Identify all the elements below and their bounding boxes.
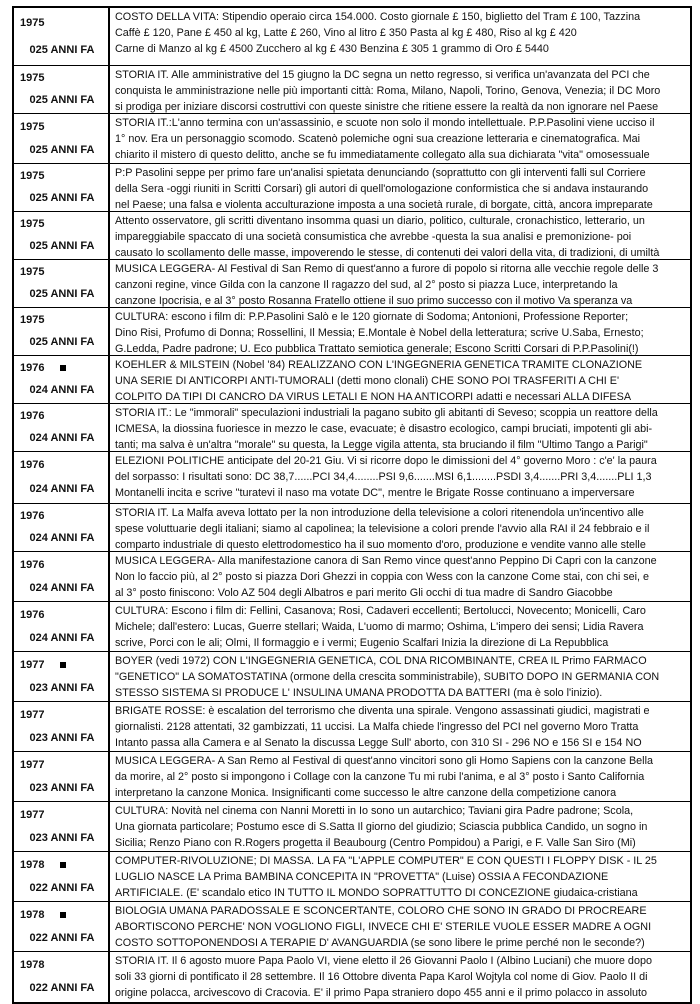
years-ago-label: 022 ANNI FA xyxy=(29,931,95,944)
timeline-row xyxy=(14,8,690,66)
year-label xyxy=(20,459,104,471)
date-cell xyxy=(14,552,110,601)
event-text xyxy=(110,952,690,1002)
event-line: STORIA IT. La Malfa aveva lottato per la non introduzione della televisione a colori ritenendola un'incentivo alle xyxy=(115,507,644,519)
event-line: chiarito il mistero di questo delitto, anche se fu immediatamente collegato alla sua dichiarata "vita" omosessuale xyxy=(115,149,650,161)
timeline-row xyxy=(14,308,690,356)
date-cell xyxy=(14,452,110,503)
event-line: Sicilia; Renzo Piano con R.Rogers progetta il Beaubourg (Centro Pompidou) a Parigi, e F. Valle San Siro (Mi) xyxy=(115,837,636,849)
year-text: 1975 xyxy=(20,120,45,133)
year-label xyxy=(20,314,104,326)
event-line: COSTO SOTTOPONENDOSI A TERAPIE D' AVANGUARDIA (se sono libere le prime perché non le seconde?) xyxy=(115,937,645,949)
event-line: KOEHLER & MILSTEIN (Nobel '84) REALIZZANO CON L'INGEGNERIA GENETICA TRAMITE CLONAZIONE xyxy=(115,359,643,371)
event-line: 1° nov. Era un personaggio scomodo. Scatenò polemiche ogni sua creazione letteraria e cinematografica. Mai xyxy=(115,133,641,145)
event-line: ARTIFICIALE. (E' scandalo etico IN TUTTO IL MONDO SOPRATTUTTO DI CONCEZIONE giudaica-cristiana xyxy=(115,887,638,899)
date-cell xyxy=(14,752,110,801)
event-text xyxy=(110,452,690,503)
year-label xyxy=(20,410,104,422)
timeline-row xyxy=(14,552,690,602)
event-line: COSTO DELLA VITA: Stipendio operaio circa 154.000. Costo giornale £ 150, biglietto del Tram £ 100, Tazzina xyxy=(115,11,641,23)
event-line: ICMESA, la diossina fuoriesce in mezzo le case, evacuate; è disastro ecologico, campi bruciati, impotenti gli abi- xyxy=(115,423,653,435)
event-line: MUSICA LEGGERA- Al Festival di San Remo di quest'anno a furore di popolo si ritorna alle vecchie regole delle 3 xyxy=(115,263,659,275)
event-line: "GENETICO" LA SOMATOSTATINA (ormone della crescita somministrabile), SUBITO DOPO IN GERMANIA CON xyxy=(115,671,660,683)
event-line: BOYER (vedi 1972) CON L'INGEGNERIA GENETICA, COL DNA RICOMBINANTE, CREA IL Primo FARMACO xyxy=(115,655,647,667)
year-label xyxy=(20,759,104,771)
timeline-row xyxy=(14,752,690,802)
year-text: 1977 xyxy=(20,808,45,821)
event-line: Una giornata particolare; Postumo esce di S.Satta Il giorno del giudizio; Sciascia pubblica Candido, un sogno in xyxy=(115,821,648,833)
timeline-row xyxy=(14,702,690,752)
year-label xyxy=(20,72,104,84)
event-text xyxy=(110,552,690,601)
year-text: 1975 xyxy=(20,170,45,182)
years-ago-label: 024 ANNI FA xyxy=(29,483,95,495)
years-ago-label: 025 ANNI FA xyxy=(29,192,95,204)
years-ago-label: 022 ANNI FA xyxy=(29,881,95,894)
years-ago-label: 023 ANNI FA xyxy=(29,831,95,844)
event-text xyxy=(110,752,690,801)
event-line: Attento osservatore, gli scritti diventano insomma quasi un diario, politico, culturale, cronachistico, letterario, un xyxy=(115,215,645,227)
year-label xyxy=(20,559,104,571)
date-cell xyxy=(14,852,110,901)
timeline-table xyxy=(12,6,692,1004)
year-text: 1978 xyxy=(20,858,45,871)
years-ago-label: 024 ANNI FA xyxy=(29,384,95,396)
event-line: BIOLOGIA UMANA PARADOSSALE E SCONCERTANTE, COLORO CHE SONO IN GRADO DI PROCREARE xyxy=(115,905,647,917)
event-line: STORIA IT. Alle amministrative del 15 giugno la DC segna un netto regresso, si verifica un'avanzata del PCI che xyxy=(115,69,650,81)
year-label xyxy=(20,709,104,721)
event-line: Michele; dall'estero: Lucas, Guerre stellari; Waida, L'uomo di marmo; Oshima, L'impero dei sensi; Lidia Ravera xyxy=(115,621,644,633)
date-cell xyxy=(14,212,110,259)
timeline-row xyxy=(14,260,690,308)
event-line: impareggiabile spaccato di una società consumistica che avrebbe -questa la sua analisi e premonizione- poi xyxy=(115,231,632,243)
square-bullet-icon xyxy=(60,365,66,371)
date-cell xyxy=(14,504,110,551)
date-cell xyxy=(14,164,110,211)
year-text: 1977 xyxy=(20,758,45,771)
year-label xyxy=(20,17,104,29)
event-text xyxy=(110,602,690,651)
years-ago-label: 023 ANNI FA xyxy=(29,781,95,794)
event-text xyxy=(110,902,690,951)
year-text: 1975 xyxy=(20,266,45,278)
year-label xyxy=(20,659,104,671)
event-line: canzoni regine, vince Gilda con la canzone Il ragazzo del sud, al 2° posto si piazza Luce, interpretando la xyxy=(115,279,618,291)
event-text xyxy=(110,260,690,307)
event-line: LUGLIO NASCE LA Prima BAMBINA CONCEPITA IN "PROVETTA" (Luise) OSSIA A FECONDAZIONE xyxy=(115,871,609,883)
event-text xyxy=(110,212,690,259)
year-text: 1975 xyxy=(20,314,45,326)
event-text xyxy=(110,404,690,451)
date-cell xyxy=(14,308,110,355)
date-cell xyxy=(14,114,110,163)
year-text: 1978 xyxy=(20,958,45,971)
year-label xyxy=(20,809,104,821)
year-text: 1976 xyxy=(20,510,45,522)
date-cell xyxy=(14,66,110,113)
timeline-row xyxy=(14,852,690,902)
event-line: spese voluttuarie degli italiani; siamo al capolinea; la televisione a colori prende l'avvio alla RAI il 24 febbraio e il xyxy=(115,523,650,535)
timeline-row xyxy=(14,902,690,952)
year-label xyxy=(20,266,104,278)
event-line: G.Ledda, Padre padrone; U. Eco pubblica Trattato semiotica generale; Escono Scritti Corsari di P.P.Pasolini(!) xyxy=(115,343,639,355)
timeline-row xyxy=(14,452,690,504)
event-text xyxy=(110,8,690,65)
years-ago-label: 022 ANNI FA xyxy=(29,982,95,995)
year-label xyxy=(20,170,104,182)
year-text: 1976 xyxy=(20,362,45,374)
event-text xyxy=(110,802,690,851)
years-ago-label: 023 ANNI FA xyxy=(29,681,95,694)
date-cell xyxy=(14,8,110,65)
year-text: 1975 xyxy=(20,218,45,230)
event-line: soli 33 giorni di pontificato il 28 settembre. Il 16 Ottobre diventa Papa Karol Wojtyla col nome di Giov. Paolo II di xyxy=(115,971,648,983)
event-line: conquista le amministrazione nelle più importanti città: Roma, Milano, Napoli, Torino, Genova, Venezia; il DC Moro xyxy=(115,85,661,97)
event-line: origine polacca, arcivescovo di Cracovia. E' il primo Papa straniero dopo 455 anni e il primo polacco in assoluto xyxy=(115,987,647,999)
year-label xyxy=(20,609,104,621)
timeline-row xyxy=(14,602,690,652)
year-text: 1976 xyxy=(20,459,45,471)
year-text: 1976 xyxy=(20,608,45,621)
date-cell xyxy=(14,902,110,951)
timeline-row xyxy=(14,652,690,702)
event-line: BRIGATE ROSSE: è escalation del terrorismo che diventa una spirale. Vengono assassinati giudici, magistrati e xyxy=(115,705,650,717)
event-line: della Sera -oggi riuniti in Scritti Corsari) gli autori di quell'omologazione conformistica che si andava instaurando xyxy=(115,183,649,195)
square-bullet-icon xyxy=(60,862,66,868)
event-line: COMPUTER-RIVOLUZIONE; DI MASSA. LA FA "L'APPLE COMPUTER" E CON QUESTI I FLOPPY DISK - IL 25 xyxy=(115,855,657,867)
square-bullet-icon xyxy=(60,662,66,668)
date-cell xyxy=(14,702,110,751)
year-label xyxy=(20,218,104,230)
timeline-row xyxy=(14,802,690,852)
year-label xyxy=(20,121,104,133)
event-text xyxy=(110,852,690,901)
years-ago-label: 024 ANNI FA xyxy=(29,532,95,544)
event-line: STESSO SISTEMA SI PRODUCE L' INSULINA UMANA PRODOTTA DA BATTERI (ma è solo l'inizio). xyxy=(115,687,603,699)
year-label xyxy=(20,959,104,971)
event-line: ELEZIONI POLITICHE anticipate del 20-21 Giu. Vi si ricorre dopo le dimissioni del 4° governo Moro : c'e' la paura xyxy=(115,455,657,467)
event-text xyxy=(110,164,690,211)
years-ago-label: 025 ANNI FA xyxy=(29,288,95,300)
event-line: STORIA IT. Il 6 agosto muore Papa Paolo VI, viene eletto il 26 Giovanni Paolo I (Albino Luciani) che muore dopo xyxy=(115,955,652,967)
year-text: 1976 xyxy=(20,558,45,571)
year-text: 1977 xyxy=(20,708,45,721)
event-line: CULTURA: Novità nel cinema con Nanni Moretti in Io sono un autarchico; Taviani gira Padre padrone; Scola, xyxy=(115,805,634,817)
timeline-row xyxy=(14,114,690,164)
event-line: comparto industriale di questo elettrodomestico ha il suo momento d'oro, produzione e vendite vanno alle stelle xyxy=(115,539,646,551)
date-cell xyxy=(14,356,110,403)
date-cell xyxy=(14,404,110,451)
event-line: CULTURA: escono i film di: P.P.Pasolini Salò e le 120 giornate di Sodoma; Antonioni, Professione Reporter; xyxy=(115,311,629,323)
timeline-row xyxy=(14,952,690,1002)
event-line: Montanelli incita e scrive "turatevi il naso ma votate DC", mentre le Brigate Rosse continuano a imperversare xyxy=(115,487,635,499)
event-line: giornalisti. 2128 attentati, 32 gambizzati, 11 uccisi. La Malfa chiede l'ingresso del PCI nel governo Moro Tratta xyxy=(115,721,639,733)
event-line: MUSICA LEGGERA- Alla manifestazione canora di San Remo vince quest'anno Peppino Di Capri con la canzone xyxy=(115,555,657,567)
event-line: scrive, Porci con le ali; Olmi, Il formaggio e i vermi; Eugenio Scalfari Inizia la direzione di La Repubblica xyxy=(115,637,609,649)
timeline-row xyxy=(14,504,690,552)
event-line: CULTURA: Escono i film di: Fellini, Casanova; Rosi, Cadaveri eccellenti; Bertolucci, Novecento; Monicelli, Caro xyxy=(115,605,646,617)
timeline-row xyxy=(14,164,690,212)
timeline-row xyxy=(14,356,690,404)
event-line: Caffè £ 120, Pane £ 450 al kg, Latte £ 260, Vino al litro £ 350 Pasta al kg £ 480, Riso al kg £ 420 xyxy=(115,27,577,39)
event-line: da morire, al 2° posto si impongono i Collage con la canzone Tu mi rubi l'anima, e al 3° posto i Santo California xyxy=(115,771,645,783)
event-text xyxy=(110,66,690,113)
years-ago-label: 025 ANNI FA xyxy=(29,43,95,56)
year-text: 1975 xyxy=(20,72,45,84)
event-text xyxy=(110,652,690,701)
event-line: canzone Ipocrisia, e al 3° posto Rosanna Fratello ottiene il suo primo successo con il motivo Va speranza va xyxy=(115,295,633,307)
event-text xyxy=(110,356,690,403)
date-cell xyxy=(14,802,110,851)
event-text xyxy=(110,504,690,551)
event-line: ABORTISCONO PERCHE' NON VOGLIONO FIGLI, INVECE CHI E' STERILE VUOLE ESSER MADRE A OGNI xyxy=(115,921,652,933)
event-line: STORIA IT.: Le "immorali" speculazioni industriali la pagano subito gli abitanti di Seveso; scoppia un reattore della xyxy=(115,407,658,419)
event-line: Intanto passa alla Camera e al Senato la discussa Legge Sull' aborto, con 310 SI - 296 NO e 156 SI e 154 NO xyxy=(115,737,642,749)
years-ago-label: 025 ANNI FA xyxy=(29,143,95,156)
event-text xyxy=(110,114,690,163)
square-bullet-icon xyxy=(60,912,66,918)
years-ago-label: 024 ANNI FA xyxy=(29,631,95,644)
year-text: 1975 xyxy=(20,16,45,29)
event-line: Dino Risi, Profumo di Donna; Rossellini, Il Messia; E.Montale è Nobel della letteratura; scrive U.Saba, Ernesto; xyxy=(115,327,644,339)
years-ago-label: 025 ANNI FA xyxy=(29,240,95,252)
date-cell xyxy=(14,602,110,651)
year-text: 1976 xyxy=(20,410,45,422)
event-line: al 3° posto finiscono: Volo AZ 504 degli Albatros e pari merito Gli occhi di tua madre di Sandro Giacobbe xyxy=(115,587,613,599)
event-line: del sorpasso: I risultati sono: DC 38,7......PCI 34,4........PSI 9,6.......MSI 6,1........PSDI 3,4.......PRI 3,4.......PLI 1,3 xyxy=(115,471,652,483)
years-ago-label: 023 ANNI FA xyxy=(29,731,95,744)
event-line: nel Paese; una falsa e violenta acculturazione imposta a una società rurale, di borgate, città, ancora impreparate xyxy=(115,199,653,211)
year-label xyxy=(20,510,104,522)
event-line: COLPITO DA TIPI DI CANCRO DA VIRUS LETALI E NON HA ANTICORPI adatti e necessari ALLA DIFESA xyxy=(115,391,632,403)
timeline-row xyxy=(14,212,690,260)
years-ago-label: 025 ANNI FA xyxy=(29,94,95,106)
date-cell xyxy=(14,652,110,701)
event-text xyxy=(110,308,690,355)
years-ago-label: 025 ANNI FA xyxy=(29,336,95,348)
date-cell xyxy=(14,952,110,1002)
event-line: MUSICA LEGGERA- A San Remo al Festival di quest'anno vincitori sono gli Homo Sapiens con la canzone Bella xyxy=(115,755,653,767)
timeline-row xyxy=(14,66,690,114)
event-line: STORIA IT.:L'anno termina con un'assassinio, e scuote non solo il mondo intellettuale. P.P.Pasolini viene ucciso il xyxy=(115,117,655,129)
years-ago-label: 024 ANNI FA xyxy=(29,432,95,444)
year-text: 1978 xyxy=(20,908,45,921)
years-ago-label: 024 ANNI FA xyxy=(29,581,95,594)
event-text xyxy=(110,702,690,751)
year-label xyxy=(20,362,104,374)
event-line: causato lo scollamento delle masse, impoverendo le stesse, di contenuti dei valori della vita, di tradizioni, di umiltà xyxy=(115,247,660,259)
event-line: UNA SERIE DI ANTICORPI ANTI-TUMORALI (detti mono clonali) CHE SONO POI TRASFERITI A CHI E' xyxy=(115,375,620,387)
date-cell xyxy=(14,260,110,307)
timeline-row xyxy=(14,404,690,452)
event-line: interpretano la canzone Monica. Insignificanti come successo le altre canzone della competizione canora xyxy=(115,787,617,799)
event-line: si prodiga per iniziare discorsi costruttivi con queste sinistre che ritiene essere la realtà da non ignorare nel Paese xyxy=(115,101,659,113)
event-line: Non lo faccio più, al 2° posto si piazza Dori Ghezzi in coppia con Wess con la canzone Come stai, con chi sei, e xyxy=(115,571,650,583)
event-line: Carne di Manzo al kg £ 4500 Zucchero al kg £ 430 Benzina £ 305 1 grammo di Oro £ 5440 xyxy=(115,43,549,55)
event-line: tanti; ma salva è un'altra "morale" su questa, la Legge vigila attenta, sta bruciando il film "Ultimo Tango a Parigi" xyxy=(115,439,648,451)
year-text: 1977 xyxy=(20,658,45,671)
event-line: P:P Pasolini seppe per primo fare un'analisi spietata denunciando (soprattutto con gli interventi falli sul Corriere xyxy=(115,167,646,179)
year-label xyxy=(20,909,104,921)
year-label xyxy=(20,859,104,871)
